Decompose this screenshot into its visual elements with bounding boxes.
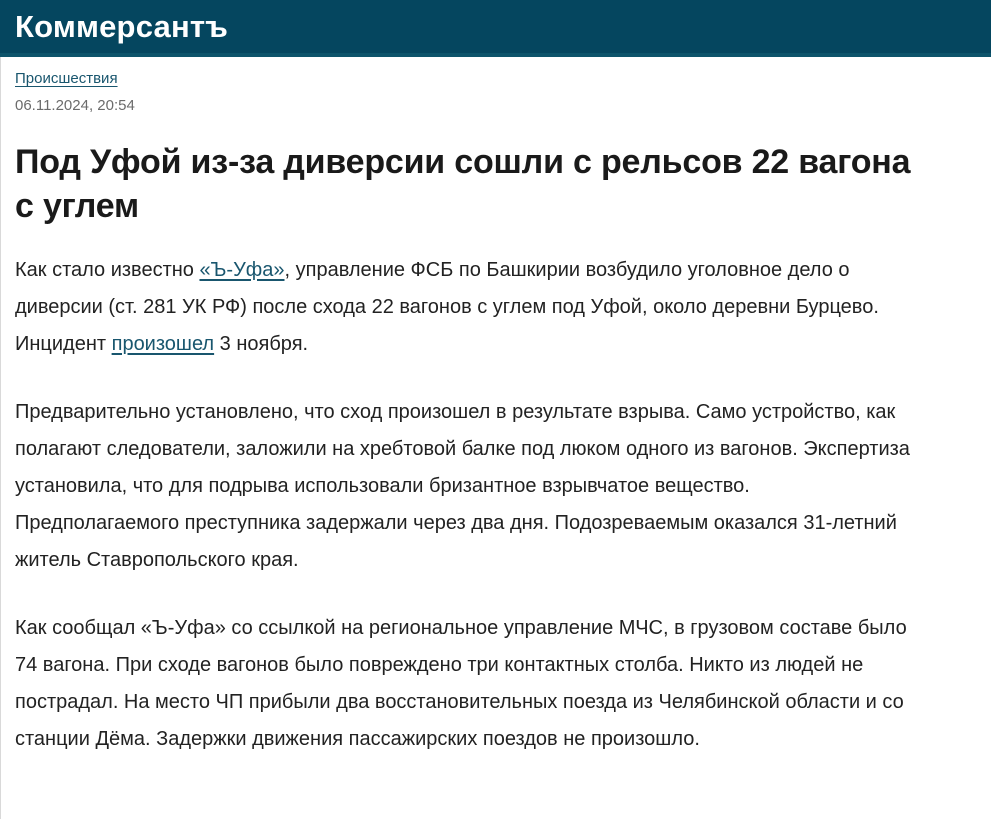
article-page: [0, 57, 991, 788]
paragraph-text: Как стало известно: [15, 259, 200, 282]
inline-link[interactable]: «Ъ-Уфа»: [199, 259, 285, 282]
page-edge-line: [0, 57, 1, 819]
article-paragraph: [15, 610, 915, 758]
category-link[interactable]: Происшествия: [15, 70, 118, 87]
paragraph-text: , управление ФСБ по Башкирии возбудило уголовное дело о диверсии (ст. 281 УК РФ) после схода 22 вагонов с углем под Уфой, около деревни Бурцево. Инцидент: [15, 259, 879, 356]
paragraph-text: Предварительно установлено, что сход произошел в результате взрыва. Само устройство, как полагают следователи, заложили на хребтовой балке под люком одного из вагонов. Экспертиза установила, что для подрыва использовали бризантное взрывчатое вещество. Предполагаемого преступника задержали через два дня. Подозреваемым оказался 31-летний житель Ставропольского края.: [15, 401, 910, 572]
publish-date: 06.11.2024, 20:54: [15, 97, 135, 114]
article-paragraph: [15, 394, 915, 579]
paragraph-text: 3 ноября.: [214, 333, 309, 356]
inline-link[interactable]: произошел: [111, 333, 215, 356]
brand-logo[interactable]: Коммерсантъ: [15, 9, 229, 44]
site-header: [0, 0, 991, 57]
article-paragraph: [15, 252, 915, 363]
paragraph-text: Как сообщал «Ъ-Уфа» со ссылкой на региональное управление МЧС, в грузовом составе было 74 вагона. При сходе вагонов было повреждено три контактных столба. Никто из людей не пострадал. На место ЧП прибыли два восстановительных поезда из Челябинской области и со станции Дёма. Задержки движения пассажирских поездов не произошло.: [15, 617, 907, 751]
article-headline: Под Уфой из-за диверсии сошли с рельсов 22 вагона с углем: [15, 143, 911, 226]
article-body: [15, 252, 915, 758]
